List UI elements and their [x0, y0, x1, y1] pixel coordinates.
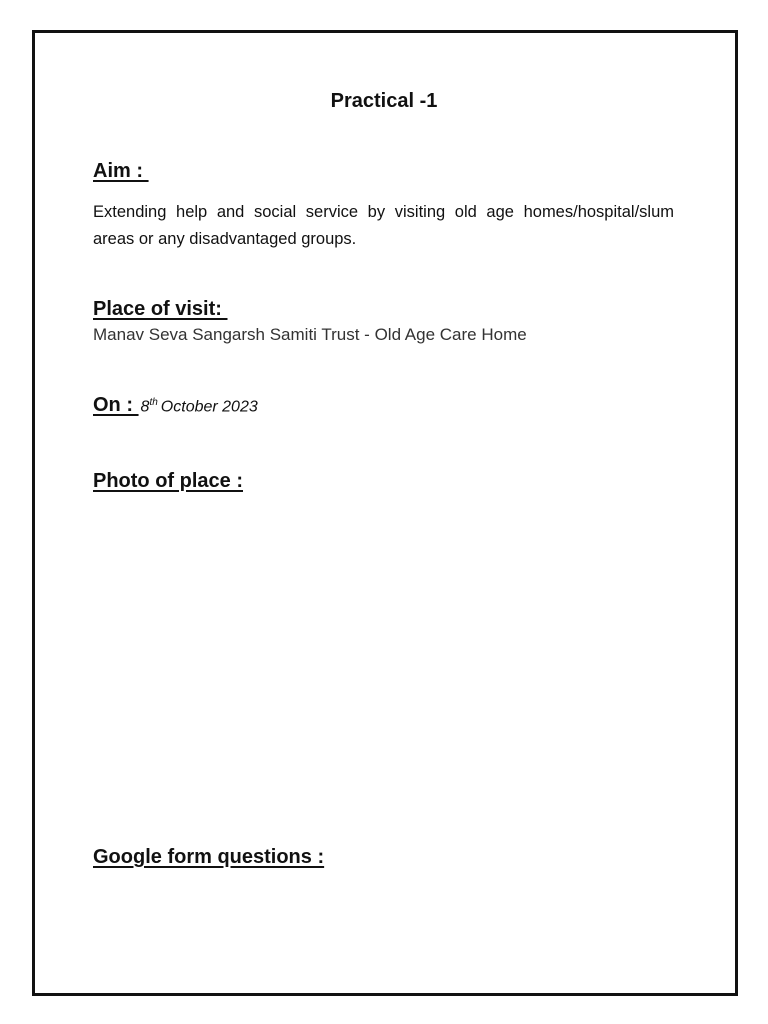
- page-title: Practical -1: [330, 90, 438, 112]
- visit-date-row: [93, 394, 258, 417]
- visit-date-day: 8: [140, 398, 150, 415]
- visit-date-day-suffix: th: [149, 396, 158, 408]
- visit-date: [141, 397, 258, 416]
- google-form-heading: Google form questions :: [93, 846, 325, 868]
- place-of-visit-text: Manav Seva Sangarsh Samiti Trust - Old Age Care Home: [93, 325, 527, 344]
- photo-placeholder: [93, 505, 673, 825]
- aim-heading: Aim :: [93, 160, 149, 182]
- place-of-visit-heading: Place of visit:: [93, 298, 228, 320]
- visit-date-month-year: October 2023: [160, 398, 258, 415]
- on-heading: On :: [93, 394, 139, 416]
- photo-heading: Photo of place :: [93, 470, 243, 492]
- aim-text: Extending help and social service by visiting old age homes/hospital/slum areas or any disadvantaged groups.: [93, 203, 674, 248]
